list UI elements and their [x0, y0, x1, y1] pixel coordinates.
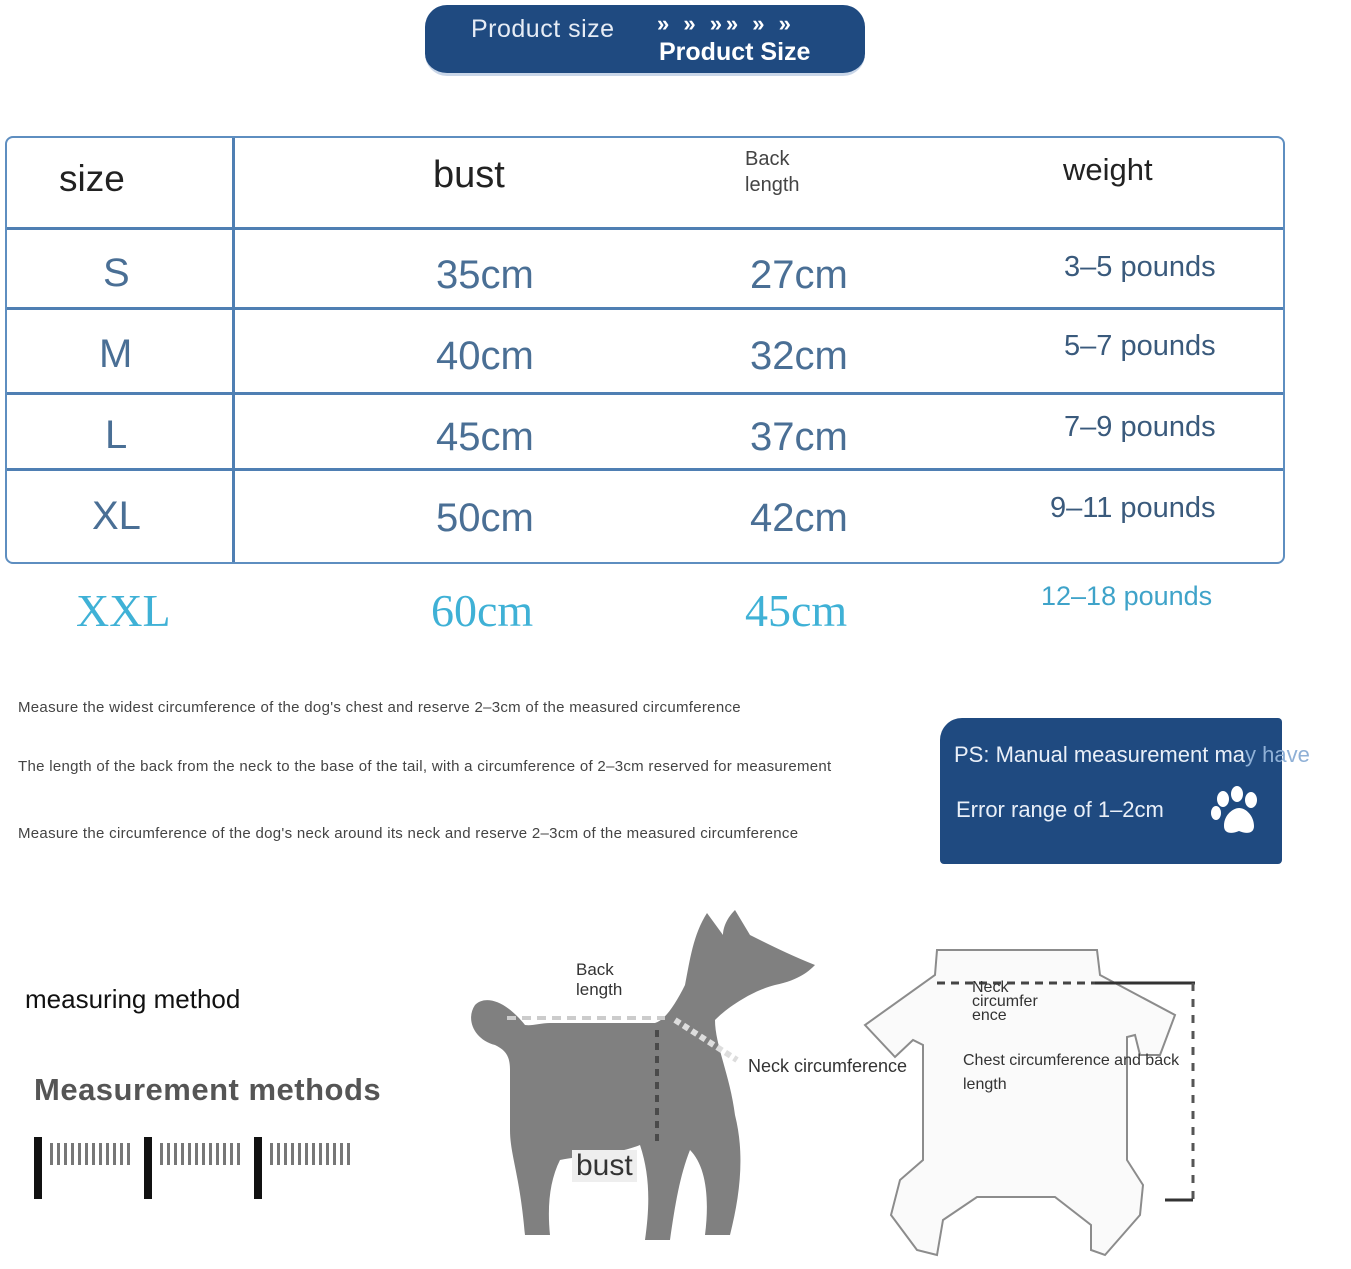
- row-xl-bust: 50cm: [436, 496, 534, 540]
- paw-icon: [1210, 786, 1262, 838]
- product-size-banner: [425, 5, 865, 76]
- row-xxl-weight: 12–18 pounds: [1041, 581, 1213, 611]
- row-s-weight: 3–5 pounds: [1064, 251, 1216, 283]
- header-weight: weight: [1063, 152, 1153, 187]
- table-divider: [232, 138, 235, 562]
- dog-suit-diagram: [855, 945, 1245, 1265]
- header-back-length-2: length: [745, 174, 800, 196]
- row-l-bust: 45cm: [436, 415, 534, 459]
- table-divider: [7, 227, 1283, 230]
- header-back-length-1: Back: [745, 148, 790, 170]
- table-divider: [7, 468, 1283, 471]
- row-m-weight: 5–7 pounds: [1064, 330, 1216, 362]
- suit-neck-1: Neck: [972, 979, 1009, 996]
- table-divider: [7, 392, 1283, 395]
- row-l-weight: 7–9 pounds: [1064, 411, 1216, 443]
- row-xl-weight: 9–11 pounds: [1050, 492, 1216, 524]
- row-m-bust: 40cm: [436, 334, 534, 378]
- ps-line-1-fade: y have: [1245, 742, 1310, 767]
- chevrons-icon: » » »» » »: [657, 11, 795, 36]
- note-back-length: The length of the back from the neck to the base of the tail, with a circumference of 2–3cm reserved for measurement: [18, 758, 832, 775]
- note-bust: Measure the widest circumference of the dog's chest and reserve 2–3cm of the measured circumference: [18, 699, 741, 716]
- ps-line-2: Error range of 1–2cm: [956, 797, 1164, 822]
- row-xxl-size: XXL: [76, 585, 171, 636]
- measurement-methods-subtitle: Measurement methods: [34, 1072, 382, 1107]
- dog-bust-label: bust: [572, 1150, 637, 1182]
- suit-chest-2: length: [963, 1076, 1007, 1093]
- row-xl-back: 42cm: [750, 496, 848, 540]
- row-xxl-bust: 60cm: [431, 585, 534, 636]
- row-l-back: 37cm: [750, 415, 848, 459]
- table-divider: [7, 307, 1283, 310]
- suit-neck-3: ence: [972, 1007, 1007, 1024]
- ps-note-box: [940, 718, 1310, 864]
- ruler-icon: [30, 1135, 365, 1205]
- suit-neck-2: circumfer: [972, 993, 1038, 1010]
- measuring-method-title: measuring method: [25, 984, 241, 1014]
- row-xl-size: XL: [92, 494, 141, 538]
- header-bust: bust: [433, 154, 505, 196]
- banner-title-bold: Product Size: [659, 38, 811, 66]
- row-l-size: L: [105, 413, 128, 457]
- note-neck: Measure the circumference of the dog's neck around its neck and reserve 2–3cm of the measured circumference: [18, 825, 799, 842]
- size-table: [5, 136, 1285, 564]
- row-m-back: 32cm: [750, 334, 848, 378]
- row-m-size: M: [99, 332, 133, 376]
- banner-title-small: Product size: [471, 15, 615, 43]
- suit-chest-1: Chest circumference and back: [963, 1052, 1180, 1069]
- row-xxl-back: 45cm: [745, 585, 848, 636]
- ps-line-1: PS: Manual measurement may have: [954, 742, 1310, 767]
- dog-back-length-2: length: [576, 980, 623, 999]
- header-size: size: [59, 158, 125, 199]
- dog-neck-label: Neck circumference: [748, 1056, 908, 1076]
- row-s-size: S: [103, 251, 130, 295]
- dog-back-length-1: Back: [576, 960, 614, 979]
- row-s-back: 27cm: [750, 253, 848, 297]
- row-s-bust: 35cm: [436, 253, 534, 297]
